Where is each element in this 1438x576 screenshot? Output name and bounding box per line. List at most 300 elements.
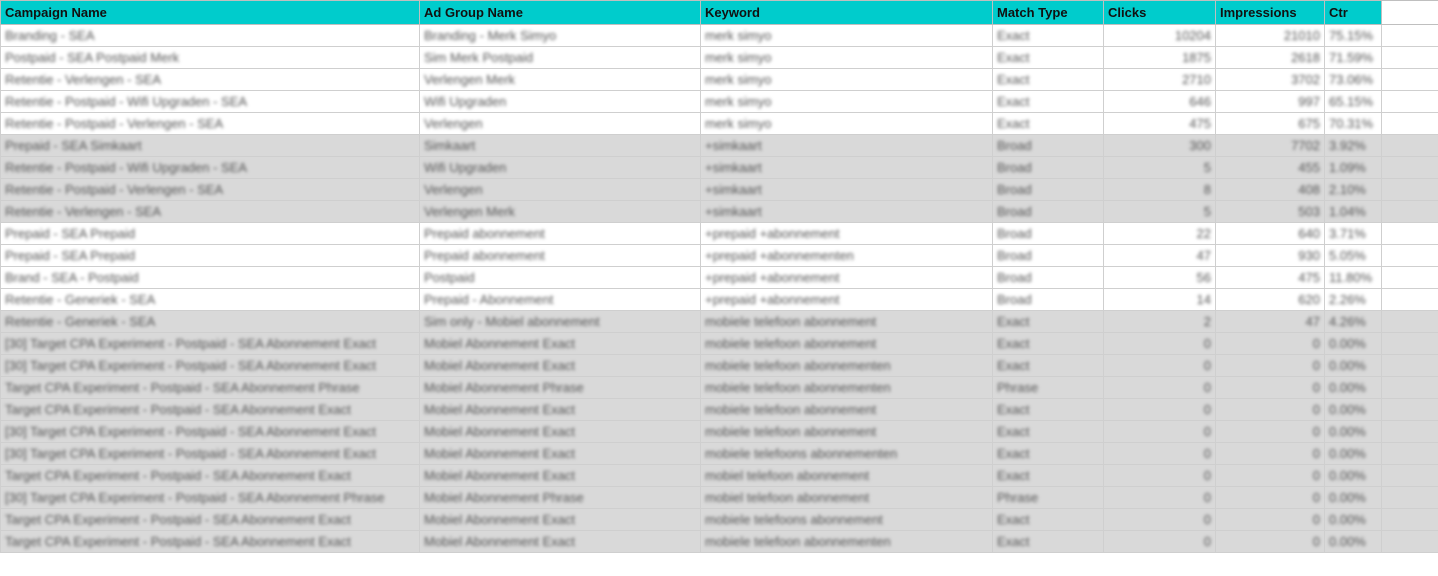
cell-keyword-text: merk simyo — [705, 50, 772, 65]
cell-impressions[interactable] — [1216, 311, 1325, 333]
cell-campaign-name[interactable] — [1, 223, 420, 245]
cell-ctr[interactable] — [1325, 25, 1382, 47]
cell-impressions[interactable] — [1216, 91, 1325, 113]
cell-ad-group-name-text: Wifi Upgraden — [424, 160, 507, 175]
cell-clicks-text: 0 — [1203, 534, 1211, 549]
cell-ctr-text: 4.26% — [1329, 314, 1366, 329]
cell-empty[interactable] — [1382, 443, 1438, 465]
cell-campaign-name-text: Retentie - Postpaid - Verlengen - SEA — [5, 182, 224, 197]
cell-impressions[interactable] — [1216, 201, 1325, 223]
cell-keyword[interactable] — [701, 399, 993, 421]
cell-campaign-name[interactable] — [1, 531, 420, 553]
cell-keyword-text: mobiele telefoon abonnement — [705, 424, 877, 439]
cell-campaign-name-text: Retentie - Generiek - SEA — [5, 314, 156, 329]
cell-impressions[interactable] — [1216, 289, 1325, 311]
cell-campaign-name[interactable] — [1, 179, 420, 201]
cell-ad-group-name-text: Sim only - Mobiel abonnement — [424, 314, 600, 329]
cell-match-type-text: Broad — [997, 204, 1032, 219]
cell-keyword[interactable] — [701, 355, 993, 377]
cell-impressions-text: 3702 — [1291, 72, 1320, 87]
cell-campaign-name[interactable] — [1, 113, 420, 135]
cell-impressions[interactable] — [1216, 465, 1325, 487]
cell-campaign-name-text: [30] Target CPA Experiment - Postpaid - SEA Abonnement Phrase — [5, 490, 385, 505]
cell-ctr[interactable] — [1325, 157, 1382, 179]
cell-ctr[interactable] — [1325, 509, 1382, 531]
table-row[interactable] — [1, 333, 1438, 355]
cell-keyword[interactable] — [701, 157, 993, 179]
cell-ad-group-name[interactable] — [420, 443, 701, 465]
cell-ctr[interactable] — [1325, 355, 1382, 377]
cell-campaign-name[interactable] — [1, 509, 420, 531]
cell-keyword[interactable] — [701, 91, 993, 113]
table-row[interactable] — [1, 179, 1438, 201]
cell-empty[interactable] — [1382, 69, 1438, 91]
cell-clicks-text: 10204 — [1174, 28, 1211, 43]
cell-match-type[interactable] — [993, 135, 1104, 157]
cell-ad-group-name[interactable] — [420, 157, 701, 179]
cell-match-type[interactable] — [993, 245, 1104, 267]
header-ctr[interactable]: Ctr — [1325, 1, 1382, 25]
table-row[interactable] — [1, 355, 1438, 377]
cell-campaign-name[interactable] — [1, 47, 420, 69]
header-empty[interactable] — [1382, 1, 1438, 25]
table-row[interactable] — [1, 113, 1438, 135]
cell-empty[interactable] — [1382, 179, 1438, 201]
cell-ad-group-name[interactable] — [420, 113, 701, 135]
cell-keyword-text: mobiele telefoon abonnement — [705, 402, 877, 417]
cell-keyword[interactable] — [701, 443, 993, 465]
cell-match-type[interactable] — [993, 421, 1104, 443]
table-row[interactable] — [1, 509, 1438, 531]
table-row[interactable] — [1, 443, 1438, 465]
cell-keyword-text: +simkaart — [705, 182, 762, 197]
cell-clicks[interactable] — [1104, 399, 1216, 421]
cell-impressions-text: 475 — [1298, 270, 1320, 285]
cell-campaign-name-text: Brand - SEA - Postpaid — [5, 270, 139, 285]
cell-match-type[interactable] — [993, 113, 1104, 135]
cell-empty[interactable] — [1382, 311, 1438, 333]
cell-empty[interactable] — [1382, 25, 1438, 47]
cell-empty[interactable] — [1382, 47, 1438, 69]
table-row[interactable] — [1, 135, 1438, 157]
cell-ctr-text: 5.05% — [1329, 248, 1366, 263]
cell-ctr[interactable] — [1325, 531, 1382, 553]
cell-empty[interactable] — [1382, 135, 1438, 157]
cell-clicks[interactable] — [1104, 113, 1216, 135]
cell-clicks-text: 0 — [1203, 336, 1211, 351]
cell-match-type-text: Broad — [997, 270, 1032, 285]
cell-campaign-name-text: Target CPA Experiment - Postpaid - SEA Abonnement Phrase — [5, 380, 360, 395]
cell-ad-group-name[interactable] — [420, 47, 701, 69]
table-row[interactable] — [1, 91, 1438, 113]
cell-ctr[interactable] — [1325, 91, 1382, 113]
cell-ctr-text: 0.00% — [1329, 468, 1366, 483]
cell-match-type[interactable] — [993, 223, 1104, 245]
cell-keyword[interactable] — [701, 113, 993, 135]
cell-empty[interactable] — [1382, 289, 1438, 311]
cell-match-type-text: Exact — [997, 534, 1030, 549]
cell-ctr[interactable] — [1325, 289, 1382, 311]
cell-clicks[interactable] — [1104, 465, 1216, 487]
cell-clicks[interactable] — [1104, 487, 1216, 509]
cell-empty[interactable] — [1382, 421, 1438, 443]
cell-ctr[interactable] — [1325, 487, 1382, 509]
cell-keyword-text: mobiele telefoon abonnementen — [705, 358, 891, 373]
cell-clicks[interactable] — [1104, 355, 1216, 377]
cell-ctr[interactable] — [1325, 399, 1382, 421]
cell-impressions[interactable] — [1216, 333, 1325, 355]
cell-match-type[interactable] — [993, 179, 1104, 201]
cell-keyword[interactable] — [701, 311, 993, 333]
cell-keyword[interactable] — [701, 69, 993, 91]
cell-clicks-text: 8 — [1203, 182, 1211, 197]
cell-keyword-text: mobiele telefoons abonnementen — [705, 446, 898, 461]
cell-impressions[interactable] — [1216, 487, 1325, 509]
cell-keyword[interactable] — [701, 333, 993, 355]
cell-impressions[interactable] — [1216, 377, 1325, 399]
cell-campaign-name-text: Prepaid - SEA Prepaid — [5, 226, 136, 241]
cell-campaign-name-text: [30] Target CPA Experiment - Postpaid - SEA Abonnement Exact — [5, 446, 376, 461]
cell-campaign-name-text: [30] Target CPA Experiment - Postpaid - SEA Abonnement Exact — [5, 358, 376, 373]
cell-match-type[interactable] — [993, 355, 1104, 377]
table-row[interactable] — [1, 223, 1438, 245]
cell-campaign-name[interactable] — [1, 399, 420, 421]
cell-campaign-name[interactable] — [1, 333, 420, 355]
cell-campaign-name-text: Retentie - Postpaid - Verlengen - SEA — [5, 116, 224, 131]
cell-match-type[interactable] — [993, 509, 1104, 531]
cell-ctr[interactable] — [1325, 223, 1382, 245]
cell-match-type-text: Exact — [997, 72, 1030, 87]
cell-ad-group-name-text: Mobiel Abonnement Exact — [424, 402, 576, 417]
cell-campaign-name-text: Retentie - Postpaid - Wifi Upgraden - SEA — [5, 94, 248, 109]
cell-ctr-text: 73.06% — [1329, 72, 1374, 87]
cell-match-type[interactable] — [993, 267, 1104, 289]
cell-ctr[interactable] — [1325, 69, 1382, 91]
cell-match-type[interactable] — [993, 443, 1104, 465]
cell-ctr-text: 0.00% — [1329, 534, 1366, 549]
cell-campaign-name[interactable] — [1, 135, 420, 157]
cell-campaign-name[interactable] — [1, 289, 420, 311]
cell-empty[interactable] — [1382, 223, 1438, 245]
cell-impressions[interactable] — [1216, 69, 1325, 91]
cell-ad-group-name[interactable] — [420, 311, 701, 333]
cell-impressions[interactable] — [1216, 509, 1325, 531]
cell-ctr[interactable] — [1325, 333, 1382, 355]
cell-clicks[interactable] — [1104, 245, 1216, 267]
cell-campaign-name[interactable] — [1, 443, 420, 465]
table-row[interactable] — [1, 267, 1438, 289]
cell-match-type[interactable] — [993, 531, 1104, 553]
cell-campaign-name-text: Target CPA Experiment - Postpaid - SEA Abonnement Exact — [5, 402, 351, 417]
header-match-type[interactable]: Match Type — [993, 1, 1104, 25]
cell-ad-group-name[interactable] — [420, 289, 701, 311]
cell-keyword[interactable] — [701, 135, 993, 157]
cell-ctr-text: 0.00% — [1329, 402, 1366, 417]
cell-campaign-name[interactable] — [1, 201, 420, 223]
cell-ad-group-name[interactable] — [420, 377, 701, 399]
cell-keyword[interactable] — [701, 465, 993, 487]
cell-campaign-name[interactable] — [1, 421, 420, 443]
cell-campaign-name[interactable] — [1, 25, 420, 47]
cell-ctr[interactable] — [1325, 311, 1382, 333]
cell-ad-group-name[interactable] — [420, 25, 701, 47]
cell-match-type[interactable] — [993, 487, 1104, 509]
cell-match-type-text: Exact — [997, 116, 1030, 131]
cell-ctr[interactable] — [1325, 245, 1382, 267]
cell-ad-group-name[interactable] — [420, 421, 701, 443]
cell-empty[interactable] — [1382, 399, 1438, 421]
cell-impressions-text: 2618 — [1291, 50, 1320, 65]
cell-ad-group-name[interactable] — [420, 509, 701, 531]
cell-ad-group-name[interactable] — [420, 531, 701, 553]
cell-clicks-text: 0 — [1203, 468, 1211, 483]
cell-empty[interactable] — [1382, 333, 1438, 355]
cell-impressions[interactable] — [1216, 135, 1325, 157]
header-keyword[interactable]: Keyword — [701, 1, 993, 25]
cell-clicks[interactable] — [1104, 531, 1216, 553]
cell-keyword-text: mobiele telefoon abonnementen — [705, 534, 891, 549]
cell-campaign-name[interactable] — [1, 245, 420, 267]
table-row[interactable] — [1, 421, 1438, 443]
cell-ctr[interactable] — [1325, 201, 1382, 223]
cell-campaign-name[interactable] — [1, 377, 420, 399]
cell-impressions[interactable] — [1216, 421, 1325, 443]
cell-clicks[interactable] — [1104, 377, 1216, 399]
cell-ad-group-name-text: Mobiel Abonnement Phrase — [424, 380, 584, 395]
cell-empty[interactable] — [1382, 245, 1438, 267]
cell-keyword[interactable] — [701, 377, 993, 399]
table-row[interactable] — [1, 69, 1438, 91]
cell-keyword[interactable] — [701, 201, 993, 223]
cell-clicks-text: 0 — [1203, 402, 1211, 417]
header-campaign-name[interactable]: Campaign Name — [1, 1, 420, 25]
cell-clicks[interactable] — [1104, 157, 1216, 179]
cell-impressions[interactable] — [1216, 355, 1325, 377]
table-row[interactable] — [1, 245, 1438, 267]
cell-impressions[interactable] — [1216, 47, 1325, 69]
cell-campaign-name[interactable] — [1, 267, 420, 289]
cell-ad-group-name-text: Wifi Upgraden — [424, 94, 507, 109]
cell-keyword-text: mobiele telefoon abonnement — [705, 314, 877, 329]
cell-clicks[interactable] — [1104, 201, 1216, 223]
cell-keyword[interactable] — [701, 509, 993, 531]
cell-ctr-text: 1.04% — [1329, 204, 1366, 219]
cell-impressions-text: 0 — [1312, 446, 1320, 461]
cell-impressions[interactable] — [1216, 179, 1325, 201]
cell-ctr[interactable] — [1325, 421, 1382, 443]
cell-ad-group-name-text: Prepaid - Abonnement — [424, 292, 554, 307]
cell-campaign-name[interactable] — [1, 157, 420, 179]
cell-impressions[interactable] — [1216, 157, 1325, 179]
cell-empty[interactable] — [1382, 91, 1438, 113]
cell-campaign-name[interactable] — [1, 465, 420, 487]
cell-keyword-text: mobiele telefoon abonnement — [705, 336, 877, 351]
cell-ad-group-name[interactable] — [420, 399, 701, 421]
cell-empty[interactable] — [1382, 531, 1438, 553]
cell-impressions[interactable] — [1216, 267, 1325, 289]
table-row[interactable] — [1, 377, 1438, 399]
cell-impressions[interactable] — [1216, 399, 1325, 421]
cell-clicks[interactable] — [1104, 267, 1216, 289]
cell-ctr-text: 0.00% — [1329, 490, 1366, 505]
cell-impressions-text: 21010 — [1283, 28, 1320, 43]
cell-ad-group-name[interactable] — [420, 135, 701, 157]
cell-clicks[interactable] — [1104, 179, 1216, 201]
cell-ad-group-name-text: Sim Merk Postpaid — [424, 50, 534, 65]
cell-ctr[interactable] — [1325, 135, 1382, 157]
cell-ctr[interactable] — [1325, 113, 1382, 135]
cell-ad-group-name[interactable] — [420, 69, 701, 91]
cell-ctr[interactable] — [1325, 443, 1382, 465]
cell-empty[interactable] — [1382, 487, 1438, 509]
cell-clicks[interactable] — [1104, 421, 1216, 443]
cell-empty[interactable] — [1382, 355, 1438, 377]
cell-clicks[interactable] — [1104, 47, 1216, 69]
cell-match-type[interactable] — [993, 399, 1104, 421]
cell-campaign-name-text: Postpaid - SEA Postpaid Merk — [5, 50, 180, 65]
cell-ad-group-name-text: Prepaid abonnement — [424, 248, 545, 263]
cell-ad-group-name[interactable] — [420, 465, 701, 487]
cell-campaign-name[interactable] — [1, 311, 420, 333]
cell-impressions-text: 0 — [1312, 490, 1320, 505]
cell-keyword[interactable] — [701, 267, 993, 289]
cell-match-type-text: Phrase — [997, 380, 1039, 395]
cell-clicks[interactable] — [1104, 289, 1216, 311]
cell-clicks-text: 0 — [1203, 490, 1211, 505]
cell-keyword[interactable] — [701, 25, 993, 47]
cell-keyword[interactable] — [701, 47, 993, 69]
cell-impressions-text: 455 — [1298, 160, 1320, 175]
cell-clicks[interactable] — [1104, 91, 1216, 113]
cell-match-type-text: Broad — [997, 138, 1032, 153]
header-ad-group-name[interactable]: Ad Group Name — [420, 1, 701, 25]
cell-clicks-text: 0 — [1203, 380, 1211, 395]
cell-match-type[interactable] — [993, 377, 1104, 399]
table-row[interactable] — [1, 311, 1438, 333]
cell-keyword[interactable] — [701, 179, 993, 201]
cell-match-type[interactable] — [993, 311, 1104, 333]
cell-impressions-text: 408 — [1298, 182, 1320, 197]
cell-empty[interactable] — [1382, 267, 1438, 289]
cell-campaign-name[interactable] — [1, 91, 420, 113]
cell-empty[interactable] — [1382, 377, 1438, 399]
cell-keyword[interactable] — [701, 531, 993, 553]
cell-clicks[interactable] — [1104, 25, 1216, 47]
cell-clicks[interactable] — [1104, 509, 1216, 531]
cell-campaign-name[interactable] — [1, 487, 420, 509]
cell-impressions[interactable] — [1216, 223, 1325, 245]
cell-match-type[interactable] — [993, 25, 1104, 47]
table-row[interactable] — [1, 201, 1438, 223]
cell-ctr[interactable] — [1325, 465, 1382, 487]
cell-clicks[interactable] — [1104, 443, 1216, 465]
cell-ctr[interactable] — [1325, 267, 1382, 289]
cell-keyword-text: +prepaid +abonnementen — [705, 248, 854, 263]
header-clicks[interactable]: Clicks — [1104, 1, 1216, 25]
cell-match-type-text: Phrase — [997, 490, 1039, 505]
cell-match-type[interactable] — [993, 157, 1104, 179]
cell-empty[interactable] — [1382, 157, 1438, 179]
cell-empty[interactable] — [1382, 509, 1438, 531]
table-row[interactable] — [1, 157, 1438, 179]
table-row[interactable] — [1, 289, 1438, 311]
cell-empty[interactable] — [1382, 465, 1438, 487]
table-row[interactable] — [1, 47, 1438, 69]
cell-clicks-text: 300 — [1189, 138, 1211, 153]
cell-match-type[interactable] — [993, 201, 1104, 223]
cell-clicks[interactable] — [1104, 223, 1216, 245]
cell-impressions-text: 0 — [1312, 534, 1320, 549]
cell-ctr[interactable] — [1325, 377, 1382, 399]
cell-ad-group-name-text: Mobiel Abonnement Exact — [424, 336, 576, 351]
cell-impressions[interactable] — [1216, 245, 1325, 267]
cell-match-type[interactable] — [993, 465, 1104, 487]
cell-keyword[interactable] — [701, 245, 993, 267]
cell-ad-group-name[interactable] — [420, 201, 701, 223]
cell-clicks-text: 22 — [1196, 226, 1211, 241]
cell-campaign-name-text: Prepaid - SEA Prepaid — [5, 248, 136, 263]
cell-ctr[interactable] — [1325, 47, 1382, 69]
table-row[interactable] — [1, 399, 1438, 421]
cell-empty[interactable] — [1382, 201, 1438, 223]
cell-impressions[interactable] — [1216, 25, 1325, 47]
cell-ad-group-name[interactable] — [420, 487, 701, 509]
cell-campaign-name[interactable] — [1, 69, 420, 91]
table-row[interactable] — [1, 487, 1438, 509]
cell-empty[interactable] — [1382, 113, 1438, 135]
cell-keyword[interactable] — [701, 487, 993, 509]
cell-ad-group-name[interactable] — [420, 245, 701, 267]
cell-impressions-text: 47 — [1305, 314, 1320, 329]
cell-ad-group-name[interactable] — [420, 333, 701, 355]
cell-ctr-text: 65.15% — [1329, 94, 1374, 109]
cell-match-type[interactable] — [993, 91, 1104, 113]
cell-match-type[interactable] — [993, 69, 1104, 91]
cell-keyword[interactable] — [701, 289, 993, 311]
cell-clicks[interactable] — [1104, 69, 1216, 91]
cell-impressions-text: 997 — [1298, 94, 1320, 109]
cell-impressions[interactable] — [1216, 113, 1325, 135]
cell-match-type-text: Exact — [997, 358, 1030, 373]
cell-campaign-name[interactable] — [1, 355, 420, 377]
table-row[interactable] — [1, 465, 1438, 487]
cell-impressions[interactable] — [1216, 443, 1325, 465]
cell-ctr[interactable] — [1325, 179, 1382, 201]
cell-keyword[interactable] — [701, 223, 993, 245]
cell-clicks-text: 646 — [1189, 94, 1211, 109]
cell-ad-group-name[interactable] — [420, 223, 701, 245]
cell-impressions[interactable] — [1216, 531, 1325, 553]
cell-clicks[interactable] — [1104, 135, 1216, 157]
cell-ad-group-name[interactable] — [420, 91, 701, 113]
cell-ad-group-name[interactable] — [420, 267, 701, 289]
cell-clicks-text: 2 — [1203, 314, 1211, 329]
table-row[interactable] — [1, 25, 1438, 47]
cell-campaign-name-text: [30] Target CPA Experiment - Postpaid - SEA Abonnement Exact — [5, 424, 376, 439]
table-row[interactable] — [1, 531, 1438, 553]
cell-match-type[interactable] — [993, 47, 1104, 69]
cell-match-type-text: Broad — [997, 248, 1032, 263]
cell-ad-group-name[interactable] — [420, 355, 701, 377]
cell-match-type[interactable] — [993, 333, 1104, 355]
cell-ad-group-name[interactable] — [420, 179, 701, 201]
cell-clicks[interactable] — [1104, 311, 1216, 333]
header-impressions[interactable]: Impressions — [1216, 1, 1325, 25]
cell-match-type-text: Exact — [997, 446, 1030, 461]
cell-match-type[interactable] — [993, 289, 1104, 311]
cell-keyword[interactable] — [701, 421, 993, 443]
cell-clicks[interactable] — [1104, 333, 1216, 355]
